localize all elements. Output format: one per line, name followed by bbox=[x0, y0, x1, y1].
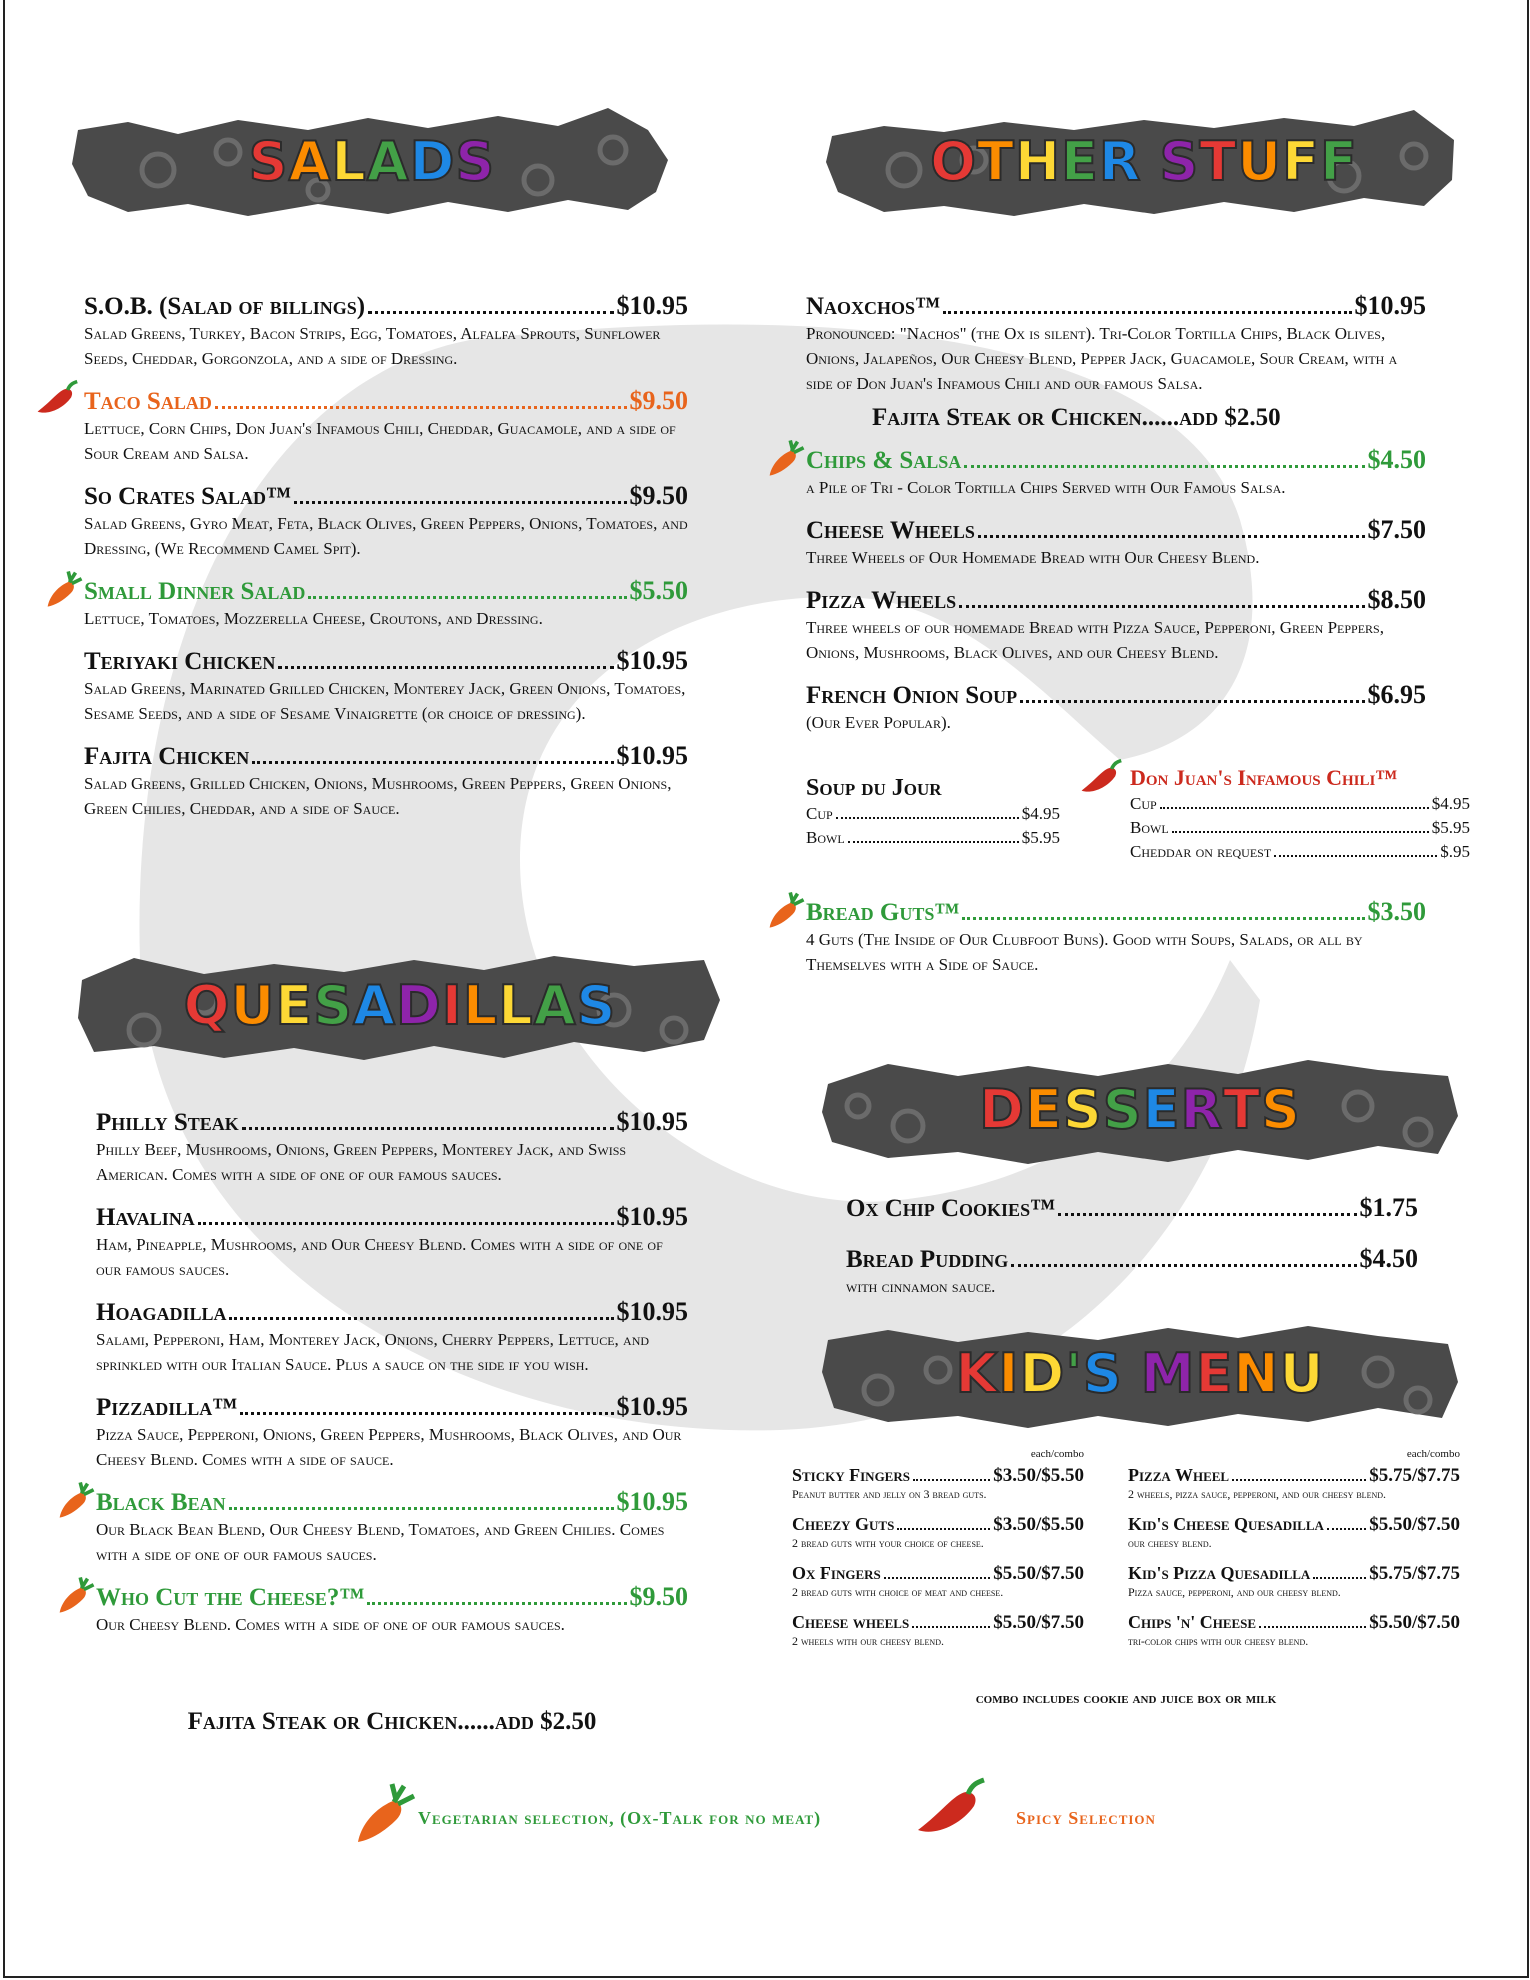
kids-right-header: each/combo bbox=[1406, 1448, 1460, 1460]
title-letter: E bbox=[1142, 1077, 1181, 1141]
menu-item bbox=[806, 516, 1426, 570]
title-letter: S bbox=[1260, 1077, 1301, 1141]
item-name: Who Cut the Cheese?™ bbox=[96, 1584, 365, 1611]
item-description: Salad Greens, Turkey, Bacon Strips, Egg, Tomatoes, Alfalfa Sprouts, Sunflower Seeds, Cheddar, Gorgonzola, and a side of Dressing. bbox=[84, 324, 661, 368]
title-letter: U bbox=[1237, 129, 1283, 193]
infamous-chili bbox=[1130, 764, 1470, 864]
dot-leader bbox=[198, 1222, 614, 1225]
dot-leader bbox=[368, 311, 613, 314]
title-letter: D bbox=[409, 129, 456, 193]
menu-item bbox=[96, 1298, 688, 1377]
item-name: Pizza Wheel bbox=[1128, 1465, 1230, 1485]
size-price: $5.95 bbox=[1021, 828, 1060, 847]
item-price: $10.95 bbox=[1354, 291, 1426, 320]
item-name: Chips 'n' Cheese bbox=[1128, 1612, 1257, 1632]
salads-banner bbox=[68, 100, 676, 222]
item-description: our cheesy blend. bbox=[1128, 1536, 1212, 1550]
dot-leader bbox=[294, 501, 626, 504]
menu-item bbox=[806, 292, 1426, 396]
dot-leader bbox=[240, 1412, 613, 1415]
menu-item bbox=[846, 1245, 1418, 1299]
title-letter: L bbox=[498, 973, 534, 1037]
title-letter: T bbox=[976, 129, 1015, 193]
menu-item bbox=[84, 482, 688, 561]
menu-item bbox=[806, 586, 1426, 665]
menu-item bbox=[1128, 1611, 1460, 1649]
menu-item bbox=[96, 1393, 688, 1472]
item-description: 2 bread guts with choice of meat and cheese. bbox=[792, 1585, 1004, 1599]
title-letter: S bbox=[1082, 1341, 1123, 1405]
title-letter: A bbox=[353, 973, 396, 1037]
item-price: $3.50/$5.50 bbox=[993, 1514, 1084, 1535]
dot-leader bbox=[1011, 1264, 1356, 1267]
title-letter: U bbox=[230, 973, 276, 1037]
bread-guts-section bbox=[806, 898, 1426, 993]
menu-item bbox=[846, 1194, 1418, 1223]
item-name: Cheese Wheels bbox=[806, 517, 975, 544]
item-description: a Pile of Tri - Color Tortilla Chips Served with Our Famous Salsa. bbox=[806, 478, 1286, 497]
menu-item bbox=[792, 1611, 1084, 1649]
item-price: $9.50 bbox=[629, 386, 688, 415]
item-name: Taco Salad bbox=[84, 388, 212, 415]
item-description: Lettuce, Tomatoes, Mozzerella Cheese, Croutons, and Dressing. bbox=[84, 609, 543, 628]
other-stuff-addon: Fajita Steak or Chicken......add $2.50 bbox=[872, 404, 1281, 431]
dot-leader bbox=[1313, 1577, 1366, 1579]
dot-leader bbox=[1172, 831, 1429, 833]
dot-leader bbox=[912, 1626, 990, 1628]
item-price: $3.50 bbox=[1367, 897, 1426, 926]
quesadillas-title bbox=[74, 940, 726, 1070]
title-letter: S bbox=[455, 129, 496, 193]
title-letter: D bbox=[979, 1077, 1025, 1141]
item-name: Black Bean bbox=[96, 1489, 226, 1516]
item-name: Ox Fingers bbox=[792, 1563, 881, 1583]
item-price: $10.95 bbox=[616, 1392, 688, 1421]
item-name: Kid's Pizza Quesadilla bbox=[1128, 1563, 1311, 1583]
menu-item bbox=[806, 898, 1426, 977]
legend-spicy: Spicy Selection bbox=[1016, 1808, 1156, 1828]
menu-item bbox=[1128, 1562, 1460, 1600]
title-letter: E bbox=[1195, 1341, 1234, 1405]
menu-item bbox=[1128, 1464, 1460, 1502]
item-price: $4.50 bbox=[1367, 445, 1426, 474]
item-description: Salad Greens, Marinated Grilled Chicken, Monterey Jack, Green Onions, Tomatoes, Sesame Seeds, and a side of Sesame Vinaigrette (or choice of dressing). bbox=[84, 679, 686, 723]
title-letter: F bbox=[1282, 129, 1321, 193]
title-letter: D bbox=[1019, 1341, 1066, 1405]
other-stuff-section bbox=[806, 292, 1426, 751]
item-description: Salad Greens, Gyro Meat, Feta, Black Olives, Green Peppers, Onions, Tomatoes, and Dressing, (We Recommend Camel Spit). bbox=[84, 514, 688, 558]
item-name: S.O.B. (Salad of billings) bbox=[84, 293, 366, 320]
dot-leader bbox=[848, 841, 1019, 843]
item-name: French Onion Soup bbox=[806, 682, 1018, 709]
item-description: Lettuce, Corn Chips, Don Juan's Infamous Chili, Cheddar, Guacamole, and a side of Sour Cream and Salsa. bbox=[84, 419, 676, 463]
title-letter: M bbox=[1140, 1341, 1196, 1405]
title-letter: ' bbox=[1065, 1341, 1083, 1405]
item-name: Cheese wheels bbox=[792, 1612, 910, 1632]
chili-title: Don Juan's Infamous Chili™ bbox=[1130, 765, 1398, 790]
dot-leader bbox=[962, 917, 1364, 920]
title-letter: U bbox=[1279, 1341, 1325, 1405]
kids-menu-banner bbox=[818, 1310, 1462, 1436]
menu-item bbox=[96, 1203, 688, 1282]
item-name: Hoagadilla bbox=[96, 1299, 227, 1326]
item-price: $4.50 bbox=[1359, 1244, 1418, 1273]
chili-pepper-icon bbox=[34, 379, 82, 424]
item-price: $6.95 bbox=[1367, 680, 1426, 709]
chili-pepper-icon bbox=[912, 1776, 992, 1847]
legend-vegetarian: Vegetarian selection, (Ox-Talk for no meat) bbox=[418, 1808, 822, 1828]
size-label: Cup bbox=[806, 804, 833, 823]
item-name: Havalina bbox=[96, 1204, 195, 1231]
size-label: Cheddar on request bbox=[1130, 842, 1272, 861]
item-price: $9.50 bbox=[629, 1582, 688, 1611]
item-name: Kid's Cheese Quesadilla bbox=[1128, 1514, 1324, 1534]
menu-item bbox=[792, 1562, 1084, 1600]
size-price-row bbox=[1130, 792, 1470, 816]
title-letter: S bbox=[1159, 129, 1200, 193]
title-letter: E bbox=[1024, 1077, 1063, 1141]
title-letter: K bbox=[955, 1341, 999, 1405]
item-description: Pronounced: "Nachos" (the Ox is silent). Tri-Color Tortilla Chips, Black Olives, Onions, Jalapeños, Our Cheesy Blend, Pepper Jack, Guacamole, Sour Cream, with a side of Don Juan's Infamous Chili and our famous Salsa. bbox=[806, 324, 1398, 393]
title-letter: F bbox=[1320, 129, 1358, 193]
carrot-icon bbox=[766, 438, 806, 483]
dot-leader bbox=[964, 465, 1364, 468]
item-description: 2 bread guts with your choice of cheese. bbox=[792, 1536, 984, 1550]
item-name: Bread Guts™ bbox=[806, 899, 960, 926]
item-description: (Our Ever Popular). bbox=[806, 713, 951, 732]
title-letter: I bbox=[441, 973, 463, 1037]
dot-leader bbox=[278, 666, 613, 669]
carrot-icon bbox=[44, 569, 84, 614]
item-price: $1.75 bbox=[1359, 1193, 1418, 1222]
carrot-icon bbox=[56, 1480, 96, 1525]
title-letter: T bbox=[1199, 129, 1238, 193]
title-letter: E bbox=[1061, 129, 1099, 193]
kids-menu-left bbox=[792, 1448, 1084, 1660]
item-price: $10.95 bbox=[616, 1202, 688, 1231]
item-name: Sticky Fingers bbox=[792, 1465, 910, 1485]
size-price: $4.95 bbox=[1021, 804, 1060, 823]
title-letter: A bbox=[288, 129, 332, 193]
desserts-banner bbox=[818, 1046, 1462, 1172]
item-price: $9.50 bbox=[629, 481, 688, 510]
item-name: Chips & Salsa bbox=[806, 447, 962, 474]
item-name: So Crates Salad™ bbox=[84, 483, 292, 510]
dot-leader bbox=[252, 761, 613, 764]
item-price: $5.75/$7.75 bbox=[1369, 1465, 1460, 1486]
salads-title bbox=[68, 100, 676, 222]
dot-leader bbox=[1259, 1626, 1366, 1628]
item-name: Pizzadilla™ bbox=[96, 1394, 238, 1421]
item-name: Philly Steak bbox=[96, 1109, 239, 1136]
size-price-row bbox=[806, 802, 1060, 826]
item-description: 2 wheels with our cheesy blend. bbox=[792, 1634, 944, 1648]
menu-item bbox=[84, 292, 688, 371]
menu-item bbox=[96, 1488, 688, 1567]
title-letter: S bbox=[313, 973, 354, 1037]
soup-du-jour bbox=[806, 774, 1060, 850]
title-letter: O bbox=[930, 129, 977, 193]
dot-leader bbox=[1160, 807, 1429, 809]
menu-item bbox=[806, 446, 1426, 500]
title-letter: A bbox=[366, 129, 410, 193]
dot-leader bbox=[215, 406, 627, 409]
item-name: Teriyaki Chicken bbox=[84, 648, 276, 675]
desserts-title bbox=[818, 1046, 1462, 1172]
item-description: 2 wheels, pizza sauce, pepperoni, and our cheesy blend. bbox=[1128, 1487, 1387, 1501]
desserts-section bbox=[846, 1194, 1418, 1321]
other-stuff-title bbox=[824, 100, 1464, 222]
item-description: Our Black Bean Blend, Our Cheesy Blend, Tomatoes, and Green Chilies. Comes with a side of one of our famous sauces. bbox=[96, 1520, 665, 1564]
kids-combo-note: combo includes cookie and juice box or milk bbox=[975, 1690, 1277, 1707]
title-letter: R bbox=[1180, 1077, 1224, 1141]
dot-leader bbox=[913, 1479, 990, 1481]
menu-item bbox=[792, 1513, 1084, 1551]
salads-section bbox=[84, 292, 688, 837]
title-letter: L bbox=[331, 129, 367, 193]
item-description: Three wheels of our homemade Bread with Pizza Sauce, Pepperoni, Green Peppers, Onions, Mushrooms, Black Olives, and our Cheesy Blend. bbox=[806, 618, 1384, 662]
dot-leader bbox=[1020, 700, 1364, 703]
size-label: Bowl bbox=[806, 828, 845, 847]
dot-leader bbox=[1058, 1213, 1356, 1216]
item-price: $5.75/$7.75 bbox=[1369, 1563, 1460, 1584]
dot-leader bbox=[1232, 1479, 1366, 1481]
item-price: $10.95 bbox=[616, 1487, 688, 1516]
title-letter: H bbox=[1014, 129, 1062, 193]
kids-menu-title bbox=[818, 1310, 1462, 1436]
title-letter: S bbox=[248, 129, 289, 193]
dot-leader bbox=[943, 311, 1351, 314]
item-price: $10.95 bbox=[616, 291, 688, 320]
menu-item bbox=[1128, 1513, 1460, 1551]
menu-item bbox=[84, 577, 688, 631]
carrot-icon bbox=[766, 890, 806, 935]
menu-item bbox=[96, 1583, 688, 1637]
title-letter: R bbox=[1098, 129, 1142, 193]
item-price: $5.50/$7.50 bbox=[993, 1612, 1084, 1633]
item-description: Salami, Pepperoni, Ham, Monterey Jack, Onions, Cherry Peppers, Lettuce, and sprinkled with our Italian Sauce. Plus a sauce on the side if you wish. bbox=[96, 1330, 650, 1374]
item-price: $10.95 bbox=[616, 741, 688, 770]
title-letter: T bbox=[1223, 1077, 1261, 1141]
title-letter: Q bbox=[183, 973, 231, 1037]
dot-leader bbox=[229, 1317, 613, 1320]
item-name: Fajita Chicken bbox=[84, 743, 250, 770]
item-description: Pizza Sauce, Pepperoni, Onions, Green Peppers, Mushrooms, Black Olives, and Our Cheesy Blend. Comes with a side of sauce. bbox=[96, 1425, 682, 1469]
dot-leader bbox=[1327, 1528, 1366, 1530]
item-price: $7.50 bbox=[1367, 515, 1426, 544]
item-price: $5.50/$7.50 bbox=[1369, 1514, 1460, 1535]
dot-leader bbox=[897, 1528, 990, 1530]
dot-leader bbox=[884, 1577, 990, 1579]
item-name: Ox Chip Cookies™ bbox=[846, 1195, 1056, 1222]
item-description: Pizza sauce, pepperoni, and our cheesy blend. bbox=[1128, 1585, 1341, 1599]
item-price: $5.50/$7.50 bbox=[993, 1563, 1084, 1584]
item-price: $10.95 bbox=[616, 1297, 688, 1326]
item-name: Cheezy Guts bbox=[792, 1514, 895, 1534]
title-letter: E bbox=[275, 973, 314, 1037]
title-letter: A bbox=[533, 973, 577, 1037]
item-description: tri-color chips with our cheesy blend. bbox=[1128, 1634, 1309, 1648]
item-price: $10.95 bbox=[616, 1107, 688, 1136]
kids-menu-right bbox=[1128, 1448, 1460, 1660]
carrot-icon bbox=[352, 1780, 418, 1851]
item-description: Salad Greens, Grilled Chicken, Onions, Mushrooms, Green Peppers, Green Onions, Green Chilies, Cheddar, and a side of Sauce. bbox=[84, 774, 672, 818]
chili-pepper-icon bbox=[1078, 758, 1126, 803]
dot-leader bbox=[367, 1602, 626, 1605]
carrot-icon bbox=[56, 1575, 96, 1620]
menu-item bbox=[84, 742, 688, 821]
item-name: Bread Pudding bbox=[846, 1246, 1009, 1273]
dot-leader bbox=[242, 1127, 614, 1130]
item-name: Pizza Wheels bbox=[806, 587, 957, 614]
size-label: Cup bbox=[1130, 794, 1157, 813]
dot-leader bbox=[978, 535, 1365, 538]
size-price-row bbox=[1130, 816, 1470, 840]
other-stuff-banner bbox=[824, 100, 1464, 222]
menu-item bbox=[806, 681, 1426, 735]
title-letter: D bbox=[395, 973, 442, 1037]
title-letter: I bbox=[998, 1341, 1020, 1405]
title-letter: N bbox=[1233, 1341, 1280, 1405]
title-letter: S bbox=[576, 973, 617, 1037]
item-description: Our Cheesy Blend. Comes with a side of one of our famous sauces. bbox=[96, 1615, 565, 1634]
item-description: Philly Beef, Mushrooms, Onions, Green Peppers, Monterey Jack, and Swiss American. Comes with a side of one of our famous sauces. bbox=[96, 1140, 627, 1184]
dot-leader bbox=[229, 1507, 614, 1510]
menu-item bbox=[792, 1464, 1084, 1502]
quesadillas-banner bbox=[74, 940, 726, 1070]
size-price: $5.95 bbox=[1431, 818, 1470, 837]
item-price: $5.50/$7.50 bbox=[1369, 1612, 1460, 1633]
title-letter: S bbox=[1102, 1077, 1143, 1141]
title-letter: S bbox=[1062, 1077, 1103, 1141]
quesadillas-addon: Fajita Steak or Chicken......add $2.50 bbox=[187, 1708, 597, 1735]
item-description: Peanut butter and jelly on 3 bread guts. bbox=[792, 1487, 987, 1501]
quesadillas-section bbox=[96, 1108, 688, 1653]
size-price: $4.95 bbox=[1431, 794, 1470, 813]
dot-leader bbox=[308, 596, 626, 599]
item-description: with cinnamon sauce. bbox=[846, 1277, 996, 1296]
menu-item bbox=[96, 1108, 688, 1187]
menu-item bbox=[84, 647, 688, 726]
size-price-row bbox=[806, 826, 1060, 850]
dot-leader bbox=[836, 817, 1019, 819]
item-name: Naoxchos™ bbox=[806, 293, 941, 320]
size-price: $.95 bbox=[1440, 842, 1470, 861]
item-price: $10.95 bbox=[616, 646, 688, 675]
item-name: Small Dinner Salad bbox=[84, 578, 306, 605]
soup-title: Soup du Jour bbox=[806, 775, 942, 801]
item-price: $5.50 bbox=[629, 576, 688, 605]
item-description: Three Wheels of Our Homemade Bread with Our Cheesy Blend. bbox=[806, 548, 1260, 567]
size-label: Bowl bbox=[1130, 818, 1169, 837]
item-price: $3.50/$5.50 bbox=[993, 1465, 1084, 1486]
kids-left-header: each/combo bbox=[1030, 1448, 1084, 1460]
menu-item bbox=[84, 387, 688, 466]
item-description: Ham, Pineapple, Mushrooms, and Our Cheesy Blend. Comes with a side of one of our famous sauces. bbox=[96, 1235, 663, 1279]
dot-leader bbox=[959, 605, 1364, 608]
title-letter: L bbox=[462, 973, 499, 1037]
item-description: 4 Guts (The Inside of Our Clubfoot Buns). Good with Soups, Salads, or all by Themselves with a Side of Sauce. bbox=[806, 930, 1363, 974]
dot-leader bbox=[1274, 855, 1437, 857]
item-price: $8.50 bbox=[1367, 585, 1426, 614]
size-price-row bbox=[1130, 840, 1470, 864]
